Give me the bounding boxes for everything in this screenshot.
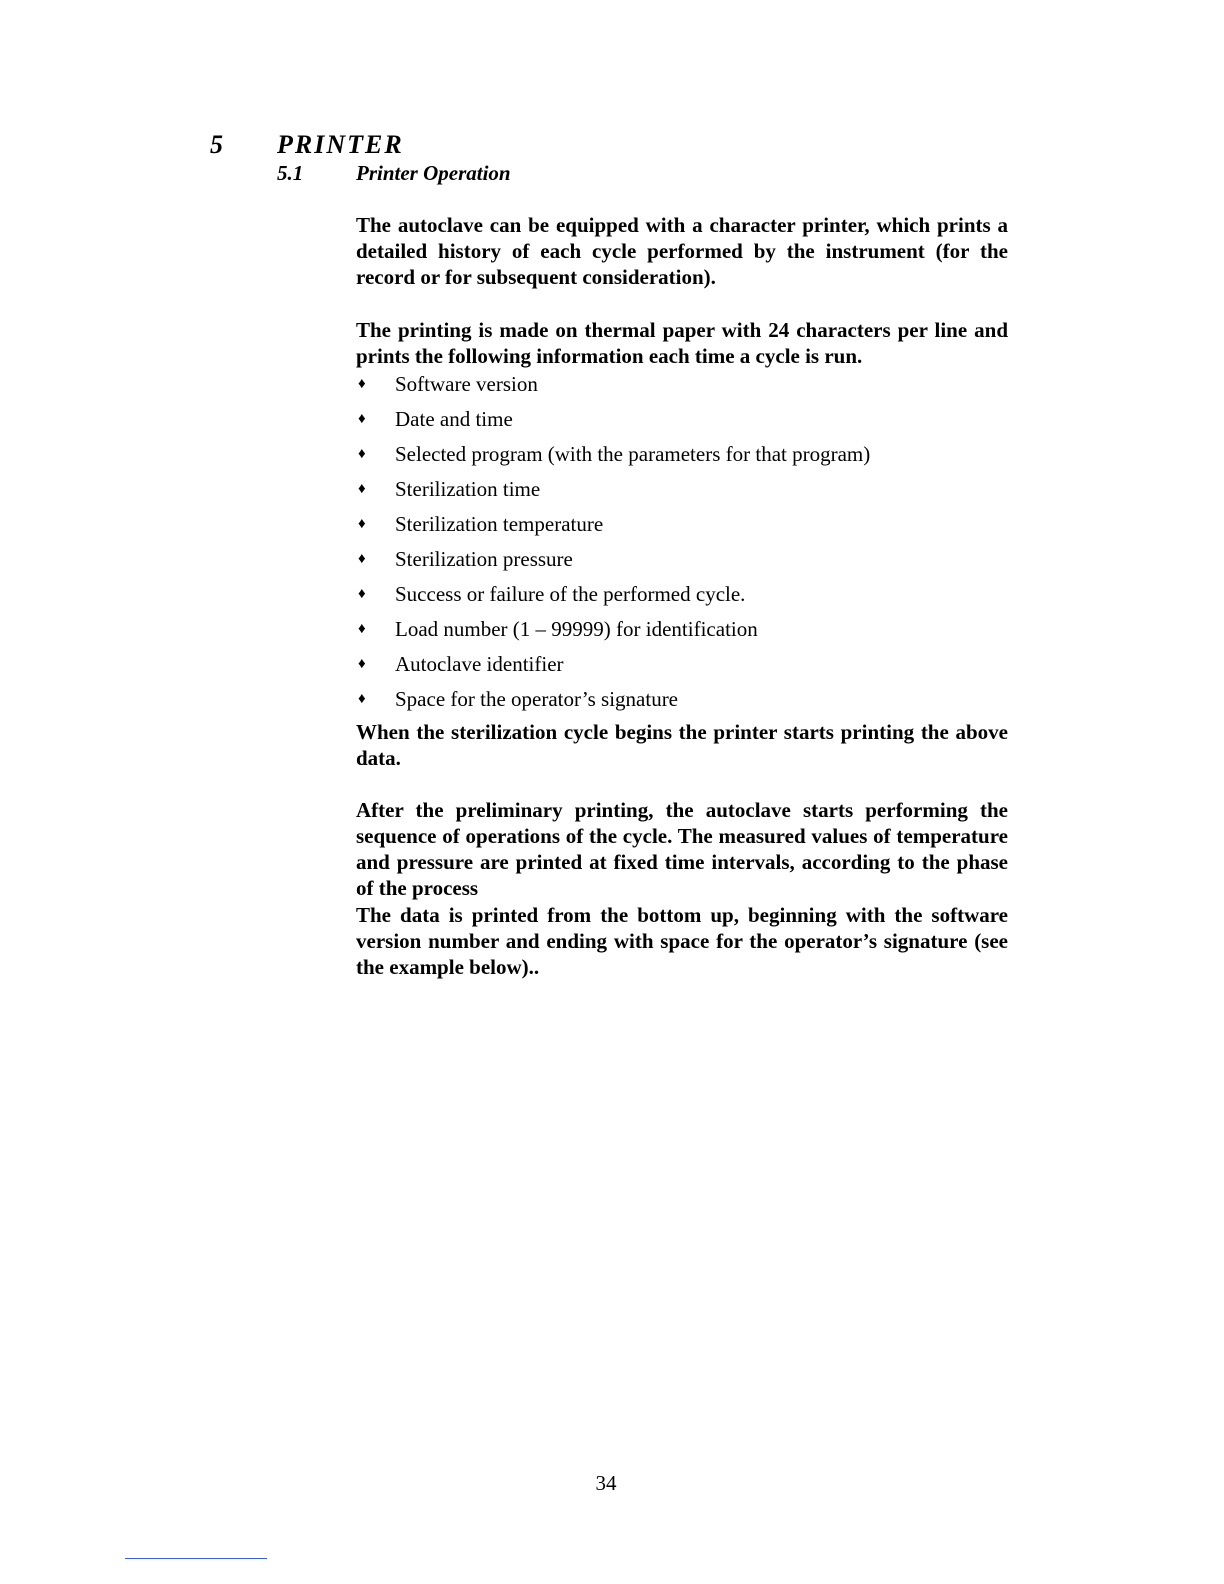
list-item	[356, 509, 1016, 544]
list-item	[356, 474, 1016, 509]
chapter-title: PRINTER	[277, 130, 404, 159]
section-number: 5.1	[277, 161, 304, 185]
diamond-bullet-icon: ♦	[358, 621, 366, 637]
diamond-bullet-icon: ♦	[358, 481, 366, 497]
diamond-bullet-icon: ♦	[358, 691, 366, 707]
paragraph-after-preliminary: After the preliminary printing, the autoclave starts performing the sequence of operations of the cycle. The measured values of temperature and pressure are printed at fixed time intervals, according to the phase of the process	[356, 798, 1008, 900]
list-item	[356, 439, 1016, 474]
list-item-text: Sterilization pressure	[395, 547, 573, 571]
diamond-bullet-icon: ♦	[358, 656, 366, 672]
diamond-bullet-icon: ♦	[358, 516, 366, 532]
diamond-bullet-icon: ♦	[358, 411, 366, 427]
section-title: Printer Operation	[356, 161, 511, 185]
list-item	[356, 544, 1016, 579]
list-item-text: Success or failure of the performed cycle.	[395, 582, 746, 606]
page-number: 34	[595, 1471, 617, 1495]
list-item-text: Date and time	[395, 407, 513, 431]
list-item-text: Sterilization time	[395, 477, 541, 501]
list-item	[356, 369, 1016, 404]
list-item-text: Selected program (with the parameters for that program)	[395, 442, 871, 466]
list-item	[356, 684, 1016, 719]
list-item	[356, 649, 1016, 684]
diamond-bullet-icon: ♦	[358, 586, 366, 602]
footnote-divider	[125, 1558, 267, 1559]
paragraph-bottom-up: The data is printed from the bottom up, beginning with the software version number and ending with space for the operator’s signature (see the example below)..	[356, 903, 1008, 979]
list-item-text: Space for the operator’s signature	[395, 687, 679, 711]
list-item-text: Load number (1 – 99999) for identification	[395, 617, 758, 641]
diamond-bullet-icon: ♦	[358, 446, 366, 462]
list-item	[356, 579, 1016, 614]
list-item-text: Autoclave identifier	[395, 652, 564, 676]
list-item-text: Software version	[395, 372, 538, 396]
list-item	[356, 404, 1016, 439]
paragraph-cycle-begins: When the sterilization cycle begins the printer starts printing the above data.	[356, 720, 1008, 770]
list-item-text: Sterilization temperature	[395, 512, 604, 536]
diamond-bullet-icon: ♦	[358, 376, 366, 392]
paragraph-thermal-paper: The printing is made on thermal paper with 24 characters per line and prints the following information each time a cycle is run.	[356, 318, 1008, 368]
list-item	[356, 614, 1016, 649]
diamond-bullet-icon: ♦	[358, 551, 366, 567]
printed-info-list	[356, 369, 1016, 719]
paragraph-intro: The autoclave can be equipped with a character printer, which prints a detailed history of each cycle performed by the instrument (for the record or for subsequent consideration).	[356, 213, 1008, 289]
chapter-number: 5	[210, 130, 223, 159]
